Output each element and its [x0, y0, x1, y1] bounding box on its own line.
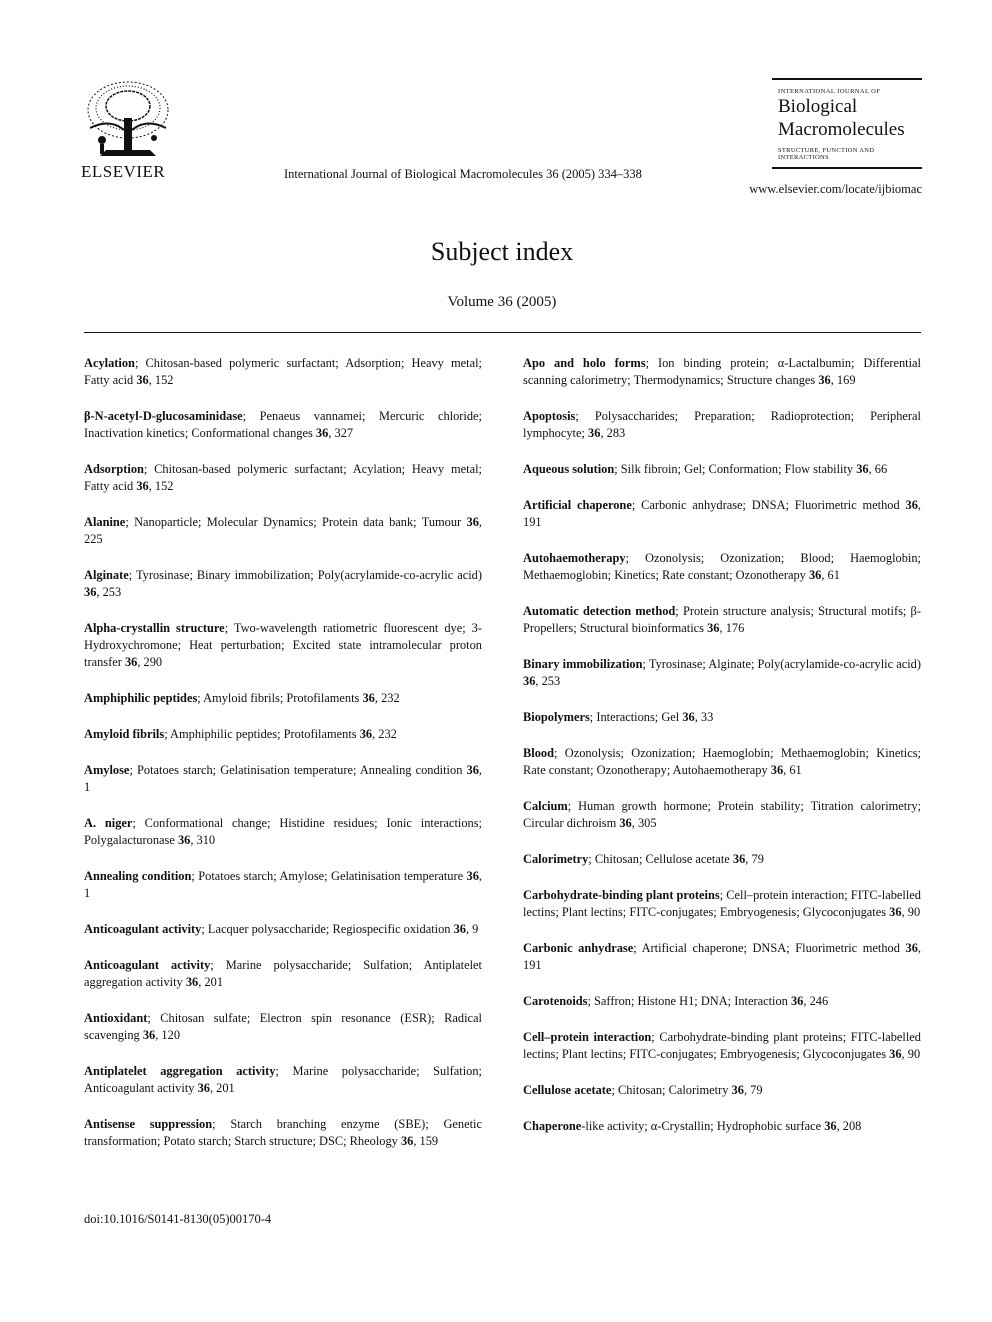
index-entry [84, 690, 482, 707]
index-keywords: ; Chitosan-based polymeric surfactant; Adsorption; Heavy metal; Fatty acid [84, 356, 482, 387]
index-term: Alpha-crystallin structure [84, 621, 225, 635]
index-keywords: ; Carbonic anhydrase; DNSA; Fluorimetric method [631, 498, 906, 512]
index-term: Adsorption [84, 462, 144, 476]
volume-number: 36 [124, 655, 138, 669]
index-keywords: ; Marine polysaccharide; Sulfation; Anticoagulant activity [84, 1064, 482, 1095]
index-entry [523, 603, 921, 637]
index-entry [523, 887, 921, 921]
page-number: , 169 [830, 373, 856, 387]
index-keywords: ; Tyrosinase; Alginate; Poly(acrylamide-co-acrylic acid) [642, 657, 922, 671]
volume-number: 36 [905, 941, 918, 955]
index-term: Alanine [84, 515, 126, 529]
page-number: , 61 [821, 568, 840, 582]
page-number: , 1 [84, 763, 482, 794]
index-entry [523, 851, 921, 868]
index-keywords: ; Penaeus vannamei; Mercuric chloride; Inactivation kinetics; Conformational changes [84, 409, 482, 440]
volume-number: 36 [197, 1081, 210, 1095]
index-keywords: ; Two-wavelength ratiometric fluorescent dye; 3-Hydroxychromone; Heat perturbation; Excited state intramolecular proton transfer [84, 621, 482, 669]
page-number: , 253 [535, 674, 561, 688]
index-entry [523, 1029, 921, 1063]
index-term: Autohaemotherapy [523, 551, 626, 565]
index-keywords: ; Interactions; Gel [589, 710, 683, 724]
index-term: A. niger [84, 816, 133, 830]
volume-number: 36 [790, 994, 804, 1008]
volume-number: 36 [770, 763, 784, 777]
index-entry [523, 993, 921, 1010]
index-term: Cell–protein interaction [523, 1030, 652, 1044]
page-number: , 152 [148, 373, 174, 387]
index-entry [84, 514, 482, 548]
volume-label: Volume 36 (2005) [447, 294, 557, 310]
journal-url-link[interactable]: www.elsevier.com/locate/ijbiomac [749, 182, 922, 196]
index-entry [523, 656, 921, 690]
index-entry [523, 745, 921, 779]
page-number: , 290 [137, 655, 163, 669]
volume-number: 36 [732, 852, 746, 866]
page-number: , 246 [803, 994, 829, 1008]
index-keywords: ; Silk fibroin; Gel; Conformation; Flow stability [614, 462, 857, 476]
volume-number: 36 [588, 426, 601, 440]
journal-logo-title-line1: Biological [778, 96, 858, 117]
page-number: , 208 [836, 1119, 862, 1133]
index-keywords: ; Potatoes starch; Amylose; Gelatinisation temperature [191, 869, 467, 883]
volume-number: 36 [84, 585, 97, 599]
index-keywords: ; Chitosan; Cellulose acetate [588, 852, 733, 866]
logo-top-rule [772, 78, 922, 80]
volume-number: 36 [682, 710, 695, 724]
journal-logo-title-line2: Macromolecules [778, 119, 905, 140]
index-term: Cellulose acetate [523, 1083, 612, 1097]
volume-number: 36 [400, 1134, 414, 1148]
elsevier-logo [80, 78, 180, 182]
index-keywords: ; Polysaccharides; Preparation; Radioprotection; Peripheral lymphocyte; [523, 409, 921, 440]
index-keywords: ; Starch branching enzyme (SBE); Genetic transformation; Potato starch; Starch structure; DSC; Rheology [84, 1117, 482, 1148]
page-number: , 90 [901, 905, 921, 919]
page-number: , 79 [745, 852, 764, 866]
index-keywords: ; Artificial chaperone; DNSA; Fluorimetric method [633, 941, 906, 955]
index-term: Biopolymers [523, 710, 590, 724]
index-keywords: ; Cell–protein interaction; FITC-labelled lectins; Plant lectins; FITC-conjugates; Embryogenesis; Glycoconjugates [523, 888, 922, 919]
index-entry [84, 461, 482, 495]
doi-text: doi:10.1016/S0141-8130(05)00170-4 [84, 1212, 272, 1226]
index-entry [84, 815, 482, 849]
journal-logo-top-line: INTERNATIONAL JOURNAL OF [778, 88, 881, 95]
volume-number: 36 [136, 479, 149, 493]
index-entry [523, 1118, 921, 1135]
page-title: Subject index [430, 237, 574, 266]
index-keywords: ; Human growth hormone; Protein stability; Titration calorimetry; Circular dichroism [523, 799, 921, 830]
index-entry [523, 940, 921, 974]
index-term: Annealing condition [84, 869, 192, 883]
index-keywords: ; Amyloid fibrils; Protofilaments [197, 691, 363, 705]
left-column [84, 355, 482, 1169]
page-number: , 1 [84, 869, 482, 900]
index-entry [84, 408, 482, 442]
page-number: , 33 [694, 710, 714, 724]
volume-number: 36 [731, 1083, 744, 1097]
volume-number: 36 [889, 905, 902, 919]
page-number: , 176 [719, 621, 745, 635]
volume-number: 36 [466, 515, 479, 529]
right-column [523, 355, 921, 1154]
index-keywords: ; Ozonolysis; Ozonization; Blood; Haemoglobin; Methaemoglobin; Kinetics; Rate constant; Ozonotherapy [523, 551, 921, 582]
volume-number: 36 [315, 426, 329, 440]
index-entry [523, 798, 921, 832]
index-entry [84, 1063, 482, 1097]
index-entry [84, 868, 482, 902]
page-number: , 305 [631, 816, 657, 830]
index-keywords: ; Potatoes starch; Gelatinisation temperature; Annealing condition [129, 763, 467, 777]
page-number: , 61 [783, 763, 802, 777]
index-term: Antioxidant [84, 1011, 148, 1025]
index-keywords: ; Marine polysaccharide; Sulfation; Antiplatelet aggregation activity [84, 958, 482, 989]
publisher-name: ELSEVIER [81, 162, 166, 181]
index-term: Alginate [84, 568, 129, 582]
index-entry [84, 726, 482, 743]
index-keywords: ; Protein structure analysis; Structural motifs; β-Propellers; Structural bioinformatics [523, 604, 921, 635]
elsevier-tree-icon [80, 78, 176, 160]
index-term: Apo and holo forms [523, 356, 646, 370]
index-entry [523, 461, 921, 478]
page-number: , 152 [148, 479, 174, 493]
index-entry [84, 921, 482, 938]
index-term: Carbonic anhydrase [523, 941, 634, 955]
index-term: Carbohydrate-binding plant proteins [523, 888, 720, 902]
page-number: , 66 [868, 462, 888, 476]
page-number: , 283 [600, 426, 626, 440]
volume-number: 36 [466, 763, 479, 777]
page-number: , 120 [155, 1028, 181, 1042]
index-term: Apoptosis [523, 409, 576, 423]
index-term: Binary immobilization [523, 657, 643, 671]
index-term: Amylose [84, 763, 130, 777]
index-entry [523, 709, 921, 726]
volume-number: 36 [362, 691, 375, 705]
volume-number: 36 [619, 816, 632, 830]
index-keywords: ; Chitosan; Calorimetry [611, 1083, 732, 1097]
index-entry [84, 567, 482, 601]
index-entry [84, 762, 482, 796]
index-term: Anticoagulant activity [84, 922, 202, 936]
index-term: Aqueous solution [523, 462, 615, 476]
index-entry [84, 355, 482, 389]
index-entry [84, 1116, 482, 1150]
index-term: Calcium [523, 799, 568, 813]
index-term: β-N-acetyl-D-glucosaminidase [84, 409, 243, 423]
volume-number: 36 [185, 975, 199, 989]
volume-number: 36 [136, 373, 149, 387]
volume-number: 36 [856, 462, 869, 476]
volume-number: 36 [359, 727, 373, 741]
page-number: , 232 [372, 727, 397, 741]
index-term: Chaperone [523, 1119, 582, 1133]
index-entry [84, 1010, 482, 1044]
journal-logo-subtitle: STRUCTURE, FUNCTION AND INTERACTIONS [778, 147, 875, 161]
index-term: Antiplatelet aggregation activity [84, 1064, 276, 1078]
page-number: , 327 [328, 426, 354, 440]
index-entry [84, 620, 482, 671]
volume-number: 36 [453, 922, 466, 936]
page-number: , 232 [374, 691, 400, 705]
page-number: , 191 [523, 498, 922, 529]
index-entry [523, 550, 921, 584]
logo-bottom-rule [772, 167, 922, 169]
page-number: , 201 [209, 1081, 235, 1095]
index-term: Artificial chaperone [523, 498, 632, 512]
volume-number: 36 [889, 1047, 902, 1061]
volume-number: 36 [142, 1028, 156, 1042]
index-keywords: ; Lacquer polysaccharide; Regiospecific oxidation [201, 922, 454, 936]
volume-number: 36 [523, 674, 536, 688]
index-keywords: ; Ozonolysis; Ozonization; Haemoglobin; Methaemoglobin; Kinetics; Rate constant; Ozonotherapy; Autohaemotherapy [523, 746, 921, 777]
index-keywords: ; Saffron; Histone H1; DNA; Interaction [587, 994, 791, 1008]
volume-number: 36 [466, 869, 479, 883]
index-entry [84, 957, 482, 991]
index-keywords: ; Tyrosinase; Binary immobilization; Poly(acrylamide-co-acrylic acid) [128, 568, 482, 582]
header-divider [84, 332, 921, 333]
index-keywords: ; Chitosan-based polymeric surfactant; Acylation; Heavy metal; Fatty acid [84, 462, 482, 493]
volume-number: 36 [177, 833, 191, 847]
page-number: , 191 [523, 941, 922, 972]
page-number: , 225 [84, 515, 482, 546]
index-entry [523, 408, 921, 442]
page-number: , 253 [96, 585, 122, 599]
index-term: Amphiphilic peptides [84, 691, 198, 705]
page-number: , 90 [901, 1047, 921, 1061]
volume-number: 36 [818, 373, 831, 387]
index-entry [523, 355, 921, 389]
page-number: , 201 [198, 975, 224, 989]
index-entry [523, 1082, 921, 1099]
index-keywords: ; Carbohydrate-binding plant proteins; FITC-labelled lectins; Plant lectins; FITC-conjugates; Embryogenesis; Glycoconjugates [523, 1030, 921, 1061]
index-term: Blood [523, 746, 554, 760]
index-term: Amyloid fibrils [84, 727, 165, 741]
index-term: Automatic detection method [523, 604, 676, 618]
index-term: Acylation [84, 356, 135, 370]
index-entry [523, 497, 921, 531]
volume-number: 36 [707, 621, 720, 635]
page-number: , 79 [743, 1083, 763, 1097]
index-keywords: -like activity; α-Crystallin; Hydrophobic surface [581, 1119, 825, 1133]
index-keywords: ; Amphiphilic peptides; Protofilaments [164, 727, 360, 741]
index-keywords: ; Conformational change; Histidine residues; Ionic interactions; Polygalacturonase [84, 816, 482, 847]
index-keywords: ; Ion binding protein; α-Lactalbumin; Differential scanning calorimetry; Thermodynamics; Structure changes [523, 356, 921, 387]
index-term: Carotenoids [523, 994, 588, 1008]
journal-citation: International Journal of Biological Macromolecules 36 (2005) 334–338 [284, 167, 642, 181]
volume-number: 36 [808, 568, 822, 582]
page-number: , 310 [190, 833, 216, 847]
volume-number: 36 [824, 1119, 837, 1133]
index-keywords: ; Chitosan sulfate; Electron spin resonance (ESR); Radical scavenging [84, 1011, 482, 1042]
volume-number: 36 [905, 498, 918, 512]
index-term: Antisense suppression [84, 1117, 213, 1131]
index-term: Calorimetry [523, 852, 589, 866]
page-number: , 9 [465, 922, 479, 936]
index-term: Anticoagulant activity [84, 958, 211, 972]
index-keywords: ; Nanoparticle; Molecular Dynamics; Protein data bank; Tumour [125, 515, 467, 529]
page-number: , 159 [413, 1134, 439, 1148]
journal-logo [772, 78, 922, 169]
